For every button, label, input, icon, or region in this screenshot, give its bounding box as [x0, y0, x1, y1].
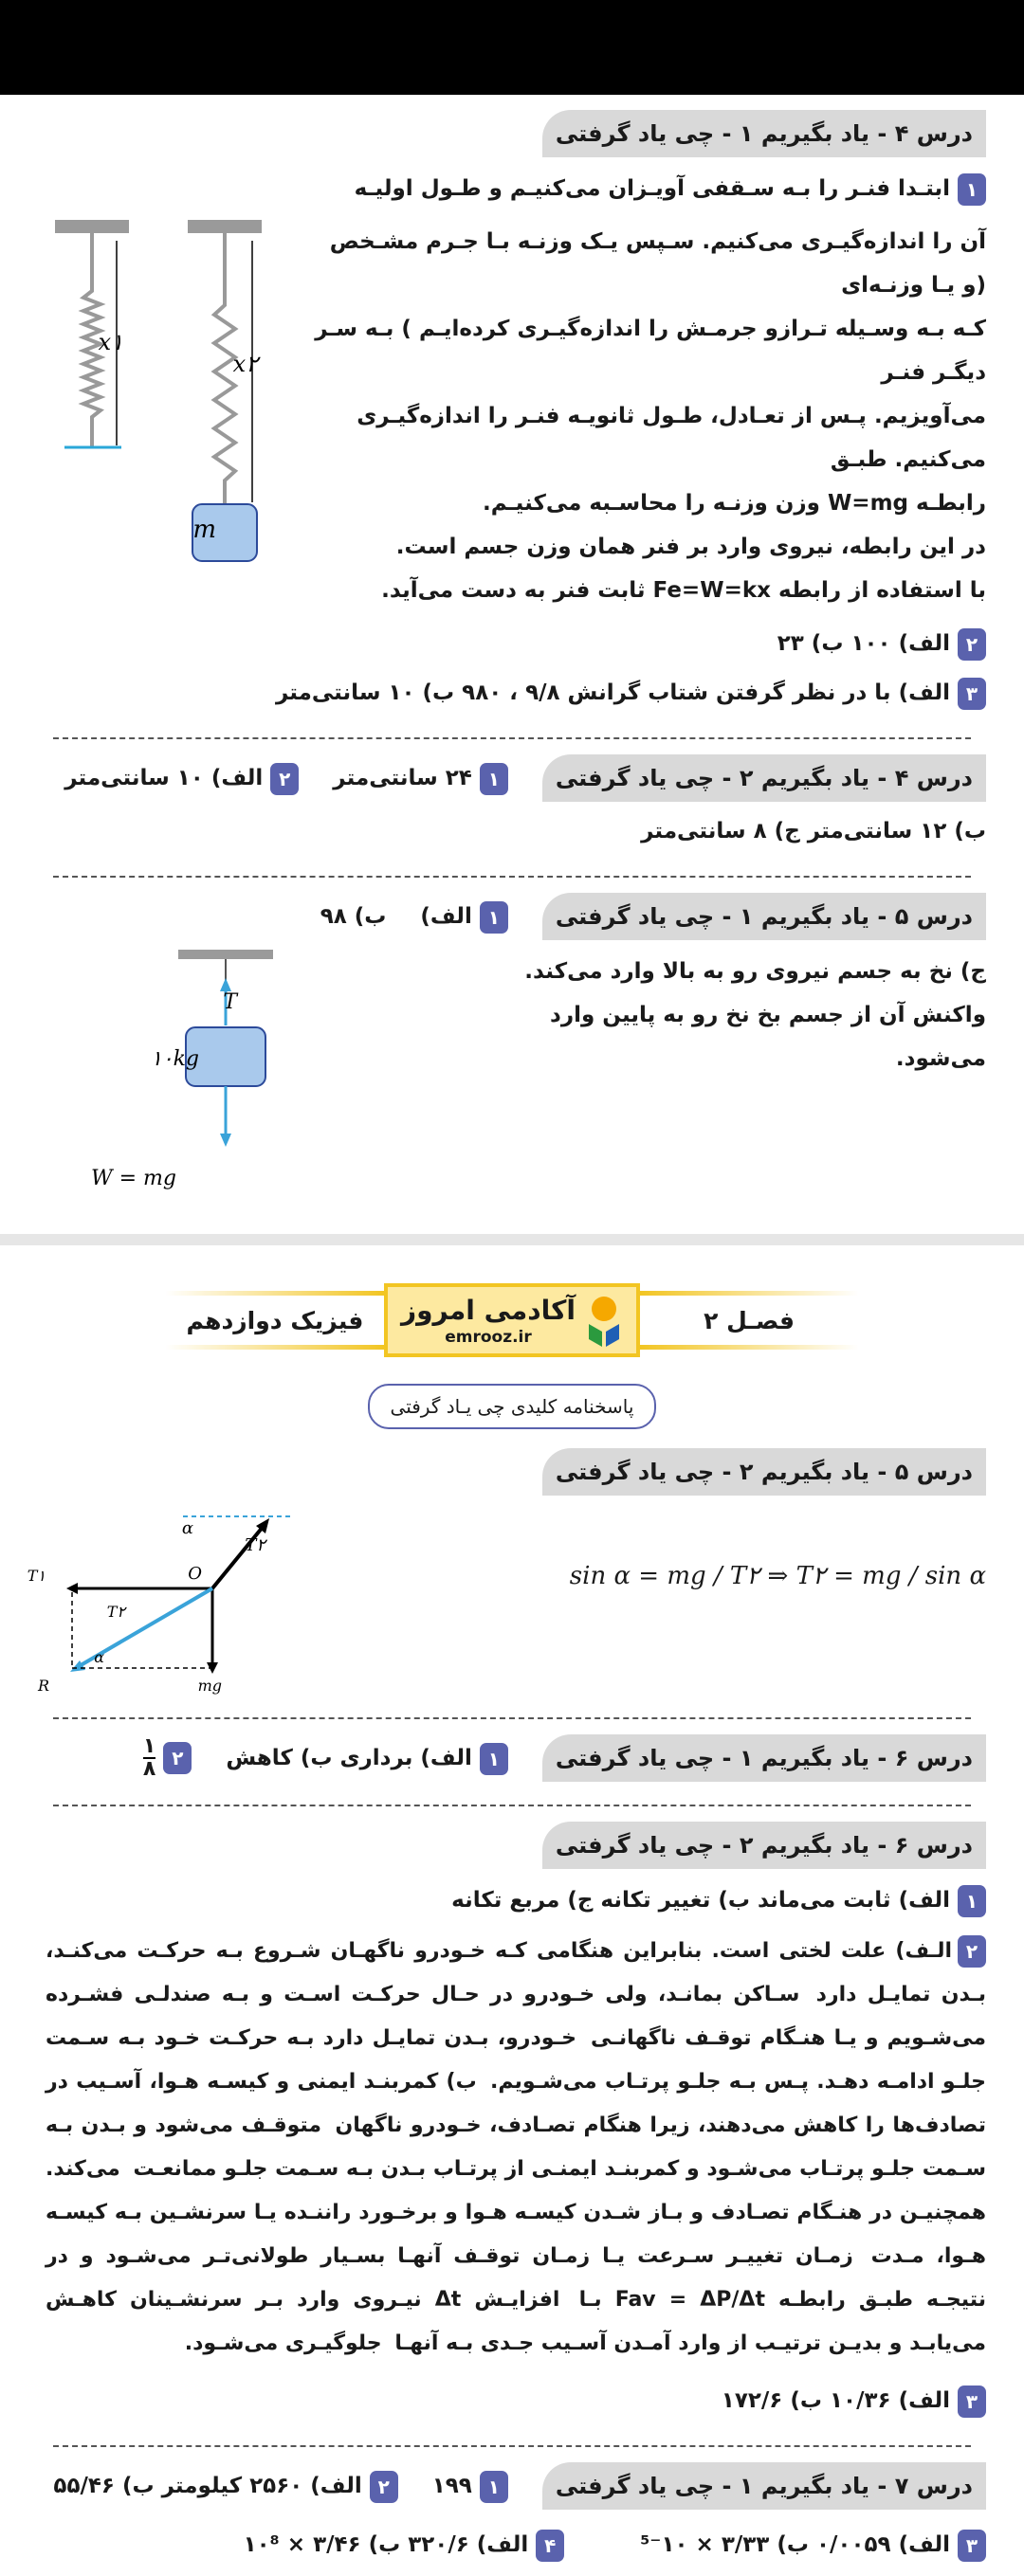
- number-badge: ۲: [270, 763, 299, 795]
- answer-text: الف) با در نظر گرفتن شتاب گرانش ۹/۸ ، ۹۸۰ ب) ۱۰ سانتی‌متر: [275, 680, 950, 705]
- answer-text: الف) ثابت می‌ماند ب) تغییر تکانه ج) مربع تکانه: [451, 1888, 950, 1913]
- mass-label: ۱۰kg: [150, 1047, 199, 1071]
- answer-1: [333, 756, 508, 800]
- tension-label: T: [223, 990, 237, 1014]
- svg-text:α: α: [94, 1648, 104, 1666]
- answer-text: الف) ۱۰ سانتی‌متر: [64, 766, 264, 790]
- text-line: خـودرو، بـدن تمایـل دارد بـه حرکـت خـود بـه سـمت جلـو ادامـه دهـد. پـس بـه جلـو پرتـاب می‌شـویم.: [46, 2026, 986, 2094]
- answer-2: [64, 756, 299, 800]
- svg-text:α: α: [181, 1518, 193, 1538]
- section-header: درس ۴ - یاد بگیریم ۱ - چی یاد گرفتی: [542, 110, 986, 157]
- text-line: ج) نخ به جسم نیروی رو به بالا وارد می‌کند.: [524, 959, 986, 984]
- number-badge: ۱: [480, 763, 508, 795]
- answer-2: [143, 1736, 192, 1781]
- svg-text:T۲: T۲: [106, 1603, 125, 1621]
- answer-2: [46, 1930, 986, 2366]
- text-line: می‌آویزیم. پـس از تعـادل، طـول ثانویـه فنـر را اندازه‌گیـری می‌کنیم. طبـق: [357, 404, 986, 472]
- answer-3: [46, 2379, 986, 2422]
- logo-url: emrooz.ir: [445, 1328, 532, 1347]
- number-badge: ۲: [958, 628, 986, 661]
- section-1: [0, 95, 1024, 724]
- formula-right: T۲ = mg / sin α: [795, 1562, 986, 1590]
- chapter-label: فصـل ۲: [640, 1291, 858, 1350]
- answer-text: ۱۹۹: [431, 2474, 472, 2498]
- x2-label: x۲: [232, 351, 258, 377]
- answer-text: الف): [420, 904, 472, 929]
- number-badge: ۱: [480, 1743, 508, 1775]
- section-6: [0, 1806, 1024, 2432]
- text-line: جلوگیـری می‌شـود.: [184, 2331, 382, 2355]
- answer-1: [226, 1736, 508, 1780]
- text-line: متوقـف می‌شود و بـدن بـه سـمت جلـو پرتـاب می‌شـود و کمربنـد ایمنـی از پرتـاب بـدن بـه سـمت جلـو ممانعـت: [46, 2113, 986, 2181]
- number-badge: ۱: [480, 901, 508, 934]
- number-badge: ۱: [958, 1885, 986, 1917]
- force-diagram: [27, 1505, 292, 1695]
- number-badge: ۲: [370, 2471, 398, 2503]
- fraction-denominator: ۸: [142, 1757, 156, 1782]
- text-line: واکنش آن از جسم بخ نخ رو به پایین وارد: [550, 1003, 986, 1027]
- fraction: [143, 1736, 155, 1780]
- answer-4: [244, 2523, 565, 2567]
- answer-text: الف) ۳۲۰/۶ ب) ۳/۴۶ × ۱۰⁸: [243, 2532, 529, 2557]
- spring-figure: [46, 220, 292, 566]
- text-line: با استفاده از رابطه Fe=W=kx ثابت فنر به دست می‌آید.: [381, 578, 986, 603]
- fraction-numerator: ۱: [142, 1734, 156, 1759]
- answer-2: [311, 622, 986, 665]
- number-badge: ۴: [536, 2530, 564, 2562]
- svg-text:T۲: T۲: [245, 1535, 265, 1555]
- answer-text: الف) ۰/۰۰۵۹ ب) ۳/۳۳ × ۱۰⁻⁵: [640, 2532, 950, 2557]
- logo-text: آکادمی امروز: [400, 1295, 576, 1326]
- answer-1b: ب) ۹۸: [320, 904, 387, 929]
- answer-1: [420, 895, 507, 938]
- text-line: آن را اندازه‌گیـری می‌کنیم. سـپس یـک وزنـه بـا جـرم مشـخص (و یـا وزنـه‌ای: [329, 229, 986, 298]
- answer-text: الف) ۱۰/۳۶ ب) ۱۷۲/۶: [721, 2388, 950, 2413]
- logo: [384, 1283, 640, 1357]
- section-2: [0, 739, 1024, 862]
- number-badge: ۱: [480, 2471, 508, 2503]
- formula-arrow: ⇒: [767, 1562, 789, 1590]
- x1-label: x۱: [98, 329, 123, 355]
- formula-left: sin α = mg / T۲: [569, 1562, 760, 1590]
- number-badge: ۳: [958, 2386, 986, 2418]
- answer-text: الف) برداری ب) کاهش: [226, 1746, 472, 1770]
- mass-label: m: [192, 516, 216, 544]
- answer-text: الف) ۲۵۶۰ کیلومتر ب) ۵۵/۴۶: [53, 2474, 362, 2498]
- formula: [570, 1505, 986, 1590]
- text-line: الـف) علت لختی است. بنابراین هنگامی کـه خـودرو ناگهـان شـروع بـه حرکـت می‌کنـد، بـدن تمایـل دارد: [46, 1939, 986, 2006]
- section-header: درس ۴ - یاد بگیریم ۲ - چی یاد گرفتی: [542, 754, 986, 802]
- subject-label: فیزیک دوازدهم: [166, 1291, 384, 1350]
- weight-label: W = mg: [91, 1167, 176, 1190]
- answer-3: [640, 2523, 986, 2567]
- text-line: رابطـه W=mg وزن وزنـه را محاسـبه می‌کنیـم.: [483, 491, 986, 516]
- text-line: می‌کند. همچنیـن در هنـگام تصـادف و بـاز شـدن کیسـه هـوا و برخـورد راننـده یـا سرنشـین بـه کیسـه هـوا، مـدت: [46, 2157, 986, 2268]
- tension-figure: [91, 950, 311, 1196]
- number-badge: ۲: [163, 1742, 192, 1774]
- svg-text:O: O: [188, 1564, 202, 1584]
- answer-key-label: پاسخنامه کلیدی چی یـاد گرفتی: [368, 1384, 657, 1429]
- answer-1: [432, 2464, 508, 2508]
- section-4: [0, 1433, 1024, 1704]
- section-header: درس ۵ - یاد بگیریم ۱ - چی یاد گرفتی: [542, 893, 986, 940]
- number-badge: ۳: [958, 678, 986, 710]
- text-line: زمـان تغییـر سـرعت یـا زمـان توقـف آنهـا بسـیار طولانی‌تـر می‌شـود و در نتیجـه طبـق رابطـه Fav = ΔP/Δt بـا: [46, 2244, 986, 2312]
- number-badge: ۲: [958, 1935, 986, 1968]
- section-5: [0, 1719, 1024, 1791]
- section-3: [0, 878, 1024, 1206]
- answer-3: [46, 671, 986, 715]
- section-7: [0, 2447, 1024, 2576]
- text-line: سـاکن بمانـد، ولی خـودرو در حـال حرکـت اسـت و بـه صندلـی فشـرده می‌شـویم و یـا هنـگام توقـف ناگهانـی: [46, 1983, 986, 2050]
- section-header: درس ۷ - یاد بگیریم ۱ - چی یاد گرفتی: [542, 2462, 986, 2510]
- logo-icon: [585, 1292, 623, 1349]
- number-badge: ۱: [958, 173, 986, 206]
- status-bar: [0, 0, 1024, 95]
- page-break: [0, 1234, 1024, 1245]
- answer-2b: ب) ۱۲ سانتی‌متر ج) ۸ سانتی‌متر: [641, 819, 986, 844]
- answer-1: [451, 1878, 986, 1922]
- text-line: افزایـش Δt نیـروی وارد بـر سرنشـینان کاهـش می‌یابـد و بدیـن ترتیـب از وارد آمـدن آسـیب جـدی بـه آنهـا: [46, 2288, 986, 2355]
- text-line: ب) کمربنـد ایمنی و کیسـه هـوا، آسـیب در تصادف‌ها را کاهش می‌دهند، زیرا هنگام تصـادف، خـودرو ناگهان: [46, 2070, 986, 2137]
- answer-text: ۲۴ سانتی‌متر: [333, 766, 472, 790]
- svg-text:R: R: [37, 1677, 49, 1695]
- svg-text:mg: mg: [197, 1677, 222, 1695]
- answer-text: الف) ۱۰۰ ب) ۲۳: [777, 631, 950, 656]
- page-header: [0, 1274, 1024, 1367]
- answer-1: [355, 167, 986, 210]
- text-line: در این رابطه، نیروی وارد بر فنر همان وزن جسم است.: [395, 535, 986, 559]
- answer-2: [53, 2464, 397, 2508]
- section-header: درس ۵ - یاد بگیریم ۲ - چی یاد گرفتی: [542, 1448, 986, 1496]
- section-header: درس ۶ - یاد بگیریم ۱ - چی یاد گرفتی: [542, 1734, 986, 1782]
- section-header: درس ۶ - یاد بگیریم ۲ - چی یاد گرفتی: [542, 1822, 986, 1869]
- text-line: می‌شود.: [895, 1046, 986, 1071]
- answer-text: ابتـدا فنـر را بـه سـقفی آویـزان می‌کنیـم و طـول اولیـه: [354, 176, 950, 201]
- svg-text:T۱: T۱: [27, 1567, 46, 1585]
- text-line: کـه بـه وسـیله تـرازو جرمـش را اندازه‌گیـری کرده‌ایـم ) بـه سـر دیگـر فنـر: [315, 317, 986, 385]
- number-badge: ۳: [958, 2530, 986, 2562]
